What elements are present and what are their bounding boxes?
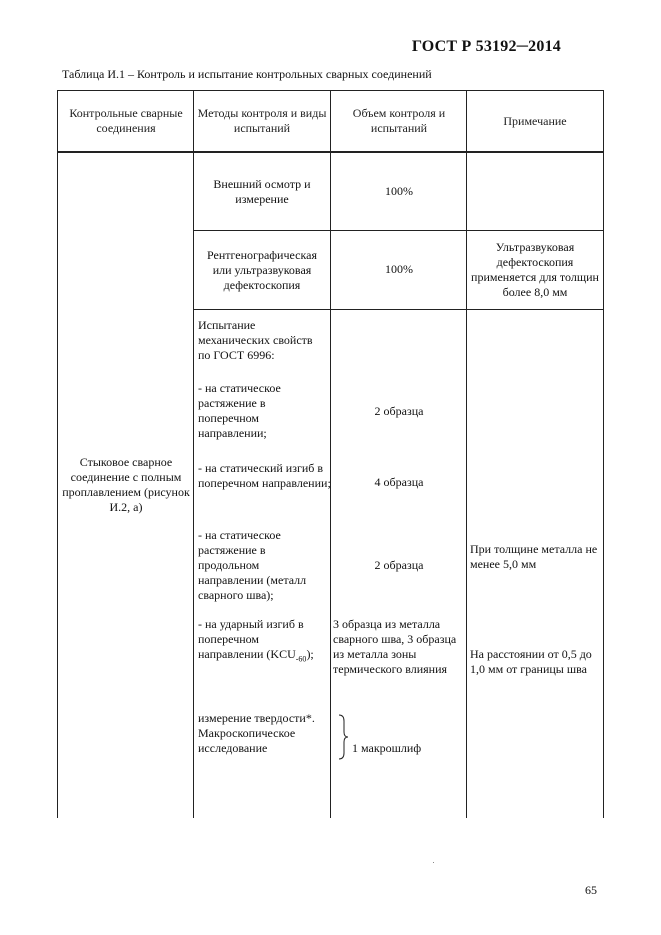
radiographic-method: Рентгенографическая или ультразвуковая дефектоскопия — [207, 247, 317, 292]
impact-bend-method-suffix: ); — [306, 647, 314, 661]
joint-description: Стыковое сварное соединение с полным проплавлением (рисунок И.2, а) — [62, 455, 190, 514]
visual-method: Внешний осмотр и измерение — [213, 177, 311, 206]
impact-bend-note: На расстоянии от 0,5 до 1,0 мм от границы шва — [470, 647, 592, 676]
static-tension-transverse-volume: 2 образца — [374, 404, 424, 418]
mechanical-intro: Испытание механических свойств по ГОСТ 6996: — [198, 318, 313, 362]
impact-bend-method-text: - на ударный изгиб в поперечном направлении (KCU — [198, 617, 304, 661]
static-tension-longitudinal-volume: 2 образца — [374, 558, 424, 572]
curly-brace-icon — [336, 714, 350, 760]
static-bend-volume: 4 образца — [374, 475, 424, 489]
row-divider-1 — [193, 230, 604, 231]
header-note: Примечание — [503, 113, 567, 128]
table-left-border — [57, 90, 58, 818]
static-tension-transverse-method: - на статическое растяжение в поперечном направлении; — [198, 381, 281, 440]
visual-volume: 100% — [385, 183, 413, 198]
impact-bend-method — [198, 617, 326, 666]
impact-bend-subscript: -60 — [295, 654, 307, 664]
table-caption: Таблица И.1 – Контроль и испытание контрольных сварных соединений — [62, 67, 432, 81]
scan-speck — [433, 862, 434, 863]
static-bend-method: - на статический изгиб в поперечном направлении; — [198, 461, 331, 490]
col-divider-1 — [193, 90, 194, 818]
static-tension-longitudinal-note: При толщине металла не менее 5,0 мм — [470, 542, 598, 571]
standard-number: ГОСТ Р 53192─2014 — [411, 38, 561, 55]
macro-volume: 1 макрошлиф — [352, 741, 422, 755]
impact-bend-volume: 3 образца из металла сварного шва, 3 образца из металла зоны термического влияния — [333, 617, 457, 676]
col-divider-2 — [330, 90, 331, 818]
macro-examination: Макроскопическое исследование — [198, 726, 296, 755]
header-volume: Объем контроля и испытаний — [352, 106, 446, 135]
header-joints: Контрольные сварные соединения — [69, 106, 183, 135]
row-divider-2 — [193, 309, 604, 310]
static-tension-longitudinal-method: - на статическое растяжение в продольном направлении (металл сварного шва); — [198, 528, 307, 602]
col-divider-3 — [466, 90, 467, 818]
radiographic-volume: 100% — [385, 261, 413, 276]
page-number: 65 — [585, 883, 597, 897]
radiographic-note: Ультразвуковая дефектоскопия применяется для толщин более 8,0 мм — [471, 240, 599, 299]
hardness-measurement: измерение твердости*. — [198, 711, 315, 725]
header-methods: Методы контроля и виды испытаний — [197, 106, 327, 135]
table-right-border — [603, 90, 604, 818]
